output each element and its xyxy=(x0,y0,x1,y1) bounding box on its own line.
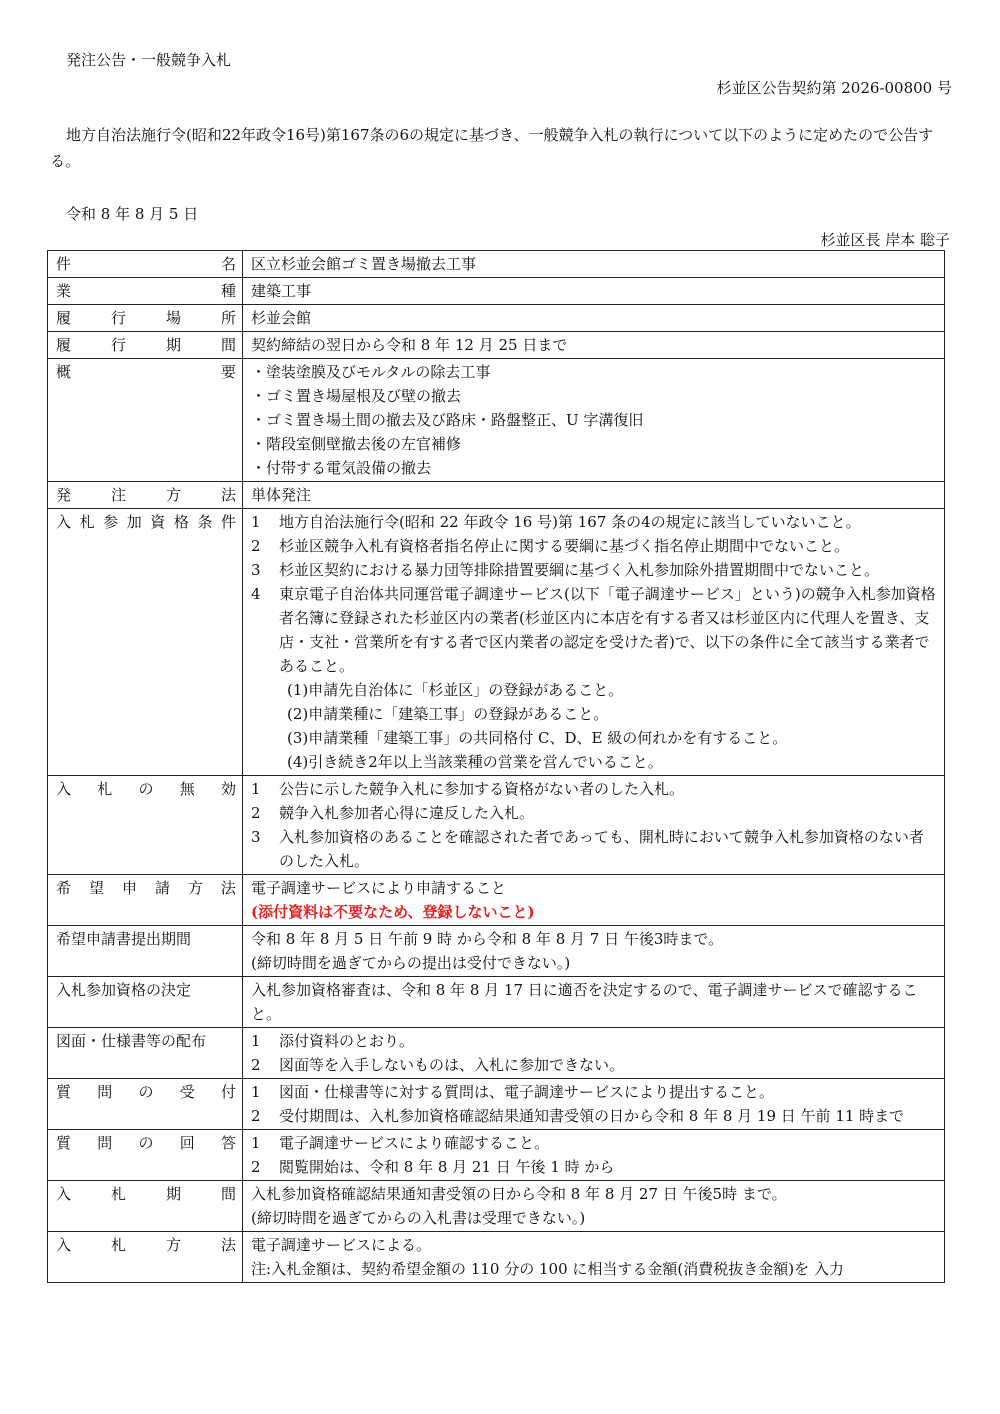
label-char: 入 xyxy=(56,513,72,531)
label-char: 法 xyxy=(220,486,236,504)
label-char: 所 xyxy=(220,309,236,327)
row-label-text xyxy=(56,777,236,801)
numbered-item xyxy=(251,777,938,801)
row-label xyxy=(48,1232,243,1283)
item-number: 2 xyxy=(251,1056,261,1074)
row-label-text xyxy=(56,1233,236,1257)
label-char: 発 xyxy=(56,486,72,504)
table-row xyxy=(48,482,945,509)
issuer: 杉並区長 岸本 聡子 xyxy=(820,231,950,249)
row-value xyxy=(243,251,945,278)
label-char: 受 xyxy=(179,1083,195,1101)
label-char: 行 xyxy=(110,309,126,327)
label-char: 問 xyxy=(97,1134,113,1152)
label-char: 札 xyxy=(97,780,113,798)
sub-item: (4)引き続き2年以上当該業種の営業を営んでいること。 xyxy=(287,753,663,771)
label-char: 法 xyxy=(220,1236,236,1254)
row-value-text: 杉並会館 xyxy=(251,309,312,327)
label-char: 行 xyxy=(110,336,126,354)
label-char: 請 xyxy=(154,879,170,897)
label-char: 参 xyxy=(103,513,119,531)
label-char: 方 xyxy=(187,879,203,897)
label-char: の xyxy=(138,1083,154,1101)
row-label-text xyxy=(56,510,236,534)
row-value xyxy=(243,509,945,776)
label-char: 場 xyxy=(165,309,181,327)
row-value xyxy=(243,359,945,482)
item-number: 2 xyxy=(251,537,261,555)
row-label xyxy=(48,977,243,1028)
row-value xyxy=(243,1130,945,1181)
label-char: 格 xyxy=(173,513,189,531)
item-text: 杉並区競争入札有資格者指名停止に関する要綱に基づく指名停止期間中でないこと。 xyxy=(279,537,850,555)
bullet-item: ・付帯する電気設備の撤去 xyxy=(251,459,432,477)
row-label xyxy=(48,875,243,926)
label-char: 質 xyxy=(56,1083,72,1101)
label-char: 間 xyxy=(220,1185,236,1203)
numbered-item xyxy=(251,1053,938,1077)
item-text: 図面・仕様書等に対する質問は、電子調達サービスにより提出すること。 xyxy=(279,1083,775,1101)
label-char: 問 xyxy=(97,1083,113,1101)
row-label-text xyxy=(56,360,236,384)
item-text: 杉並区契約における暴力団等排除措置要綱に基づく入札参加除外措置期間中でないこと。 xyxy=(279,561,880,579)
label-char: 希 xyxy=(56,879,72,897)
bullet-item: ・階段室側壁撤去後の左官補修 xyxy=(251,435,462,453)
item-text: 閲覧開始は、令和 8 年 8 月 21 日 午後 1 時 から xyxy=(279,1158,615,1176)
label-char: 法 xyxy=(220,879,236,897)
item-text: 競争入札参加者心得に違反した入札。 xyxy=(279,804,535,822)
row-value xyxy=(243,1028,945,1079)
label-char: 札 xyxy=(110,1185,126,1203)
table-row xyxy=(48,359,945,482)
item-text: 東京電子自治体共同運営電子調達サービス(以下「電子調達サービス」という)の競争入札参加資格者名簿に登録された杉並区内の業者(杉並区内に本店を有する者又は杉並区内に代理人を置き、支店・支社・営業所を有する者で区内業者の認定を受けた者)で、以下の条件に全て該当する業者であること。 xyxy=(279,585,936,675)
row-value xyxy=(243,482,945,509)
item-number: 2 xyxy=(251,804,261,822)
table-row xyxy=(48,305,945,332)
row-label-text: 入札参加資格の決定 xyxy=(56,981,192,999)
row-label xyxy=(48,305,243,332)
row-value xyxy=(243,875,945,926)
item-number: 1 xyxy=(251,780,261,798)
label-char: の xyxy=(138,1134,154,1152)
numbered-item xyxy=(251,1029,938,1053)
row-label xyxy=(48,359,243,482)
label-char: 履 xyxy=(56,309,72,327)
item-text: 電子調達サービスにより確認すること。 xyxy=(279,1134,550,1152)
label-char: 種 xyxy=(220,282,236,300)
row-value xyxy=(243,926,945,977)
notice-table xyxy=(47,250,945,1283)
bullet-item: ・塗装塗膜及びモルタルの除去工事 xyxy=(251,363,491,381)
label-char: 札 xyxy=(110,1236,126,1254)
label-char: 履 xyxy=(56,336,72,354)
label-char: 条 xyxy=(197,513,213,531)
label-char: 付 xyxy=(220,1083,236,1101)
numbered-item xyxy=(251,801,938,825)
sub-item: (3)申請業種「建築工事」の共同格付 C、D、E 級の何れかを有すること。 xyxy=(287,729,788,747)
numbered-item xyxy=(251,1104,938,1128)
row-label-text xyxy=(56,876,236,900)
item-text: 添付資料のとおり。 xyxy=(279,1032,415,1050)
row-label-text xyxy=(56,1080,236,1104)
table-row xyxy=(48,926,945,977)
item-number: 1 xyxy=(251,1134,261,1152)
numbered-item xyxy=(251,510,938,534)
label-char: 入 xyxy=(56,1185,72,1203)
row-label-text xyxy=(56,1182,236,1206)
table-row xyxy=(48,1130,945,1181)
label-char: の xyxy=(138,780,154,798)
item-number: 1 xyxy=(251,513,261,531)
row-label xyxy=(48,1181,243,1232)
value-line: 電子調達サービスにより申請すること xyxy=(251,879,507,897)
row-label-text xyxy=(56,333,236,357)
label-char: 期 xyxy=(165,1185,181,1203)
table-row xyxy=(48,1079,945,1130)
label-char: 方 xyxy=(165,486,181,504)
row-value xyxy=(243,977,945,1028)
label-char: 申 xyxy=(121,879,137,897)
row-label xyxy=(48,278,243,305)
item-number: 1 xyxy=(251,1083,261,1101)
row-value xyxy=(243,305,945,332)
label-char: 資 xyxy=(150,513,166,531)
label-char: 答 xyxy=(220,1134,236,1152)
table-row xyxy=(48,1028,945,1079)
row-label-text xyxy=(56,1131,236,1155)
notice-number: 杉並区公告契約第 2026-00800 号 xyxy=(716,79,952,97)
value-line: 注:入札金額は、契約希望金額の 110 分の 100 に相当する金額(消費税抜き金額)を 入力 xyxy=(251,1260,844,1278)
row-label xyxy=(48,1079,243,1130)
value-line: 令和 8 年 8 月 5 日 午前 9 時 から令和 8 年 8 月 7 日 午後3時まで。 xyxy=(251,930,724,948)
row-label xyxy=(48,482,243,509)
table-row xyxy=(48,509,945,776)
label-char: 概 xyxy=(56,363,72,381)
label-char: 望 xyxy=(88,879,104,897)
item-text: 地方自治法施行令(昭和 22 年政令 16 号)第 167 条の4の規定に該当していないこと。 xyxy=(279,513,861,531)
table-row xyxy=(48,776,945,875)
table-row xyxy=(48,1232,945,1283)
table-row xyxy=(48,1181,945,1232)
item-text: 入札参加資格のあることを確認された者であっても、開札時において競争入札参加資格のない者のした入札。 xyxy=(279,828,924,870)
emphasis-note: (添付資料は不要なため、登録しないこと) xyxy=(251,903,535,921)
notice-date: 令和 8 年 8 月 5 日 xyxy=(66,205,199,223)
table-row xyxy=(48,251,945,278)
numbered-item xyxy=(251,1155,938,1179)
item-number: 1 xyxy=(251,1032,261,1050)
item-number: 3 xyxy=(251,561,261,579)
sub-item: (2)申請業種に「建築工事」の登録があること。 xyxy=(287,705,609,723)
row-label xyxy=(48,509,243,776)
notice-heading: 発注公告・一般競争入札 xyxy=(66,51,232,69)
label-char: 質 xyxy=(56,1134,72,1152)
row-value xyxy=(243,1079,945,1130)
row-value-text: 建築工事 xyxy=(251,282,312,300)
row-value xyxy=(243,1232,945,1283)
value-line: (締切時間を過ぎてからの提出は受付できない。) xyxy=(251,954,571,972)
numbered-item xyxy=(251,534,938,558)
row-value-text: 単体発注 xyxy=(251,486,312,504)
row-label-text xyxy=(56,252,236,276)
table-row xyxy=(48,875,945,926)
row-label-text xyxy=(56,483,236,507)
numbered-item xyxy=(251,582,938,678)
label-char: 札 xyxy=(79,513,95,531)
row-label xyxy=(48,251,243,278)
row-value xyxy=(243,278,945,305)
row-value-text: 契約締結の翌日から令和 8 年 12 月 25 日まで xyxy=(251,336,568,354)
label-char: 効 xyxy=(220,780,236,798)
bullet-item: ・ゴミ置き場土間の撤去及び路床・路盤整正、U 字溝復旧 xyxy=(251,411,644,429)
row-value-text: 区立杉並会館ゴミ置き場撤去工事 xyxy=(251,255,477,273)
label-char: 期 xyxy=(165,336,181,354)
numbered-item xyxy=(251,1080,938,1104)
item-number: 2 xyxy=(251,1158,261,1176)
item-number: 4 xyxy=(251,585,261,603)
table-row xyxy=(48,332,945,359)
label-char: 入 xyxy=(56,780,72,798)
label-char: 業 xyxy=(56,282,72,300)
item-text: 受付期間は、入札参加資格確認結果通知書受領の日から令和 8 年 8 月 19 日 午前 11 時まで xyxy=(279,1107,905,1125)
numbered-item xyxy=(251,825,938,873)
label-char: 件 xyxy=(56,255,72,273)
bullet-item: ・ゴミ置き場屋根及び壁の撤去 xyxy=(251,387,462,405)
item-text: 図面等を入手しないものは、入札に参加できない。 xyxy=(279,1056,625,1074)
label-char: 注 xyxy=(110,486,126,504)
row-label xyxy=(48,776,243,875)
intro-paragraph: 地方自治法施行令(昭和22年政令16号)第167条の6の規定に基づき、一般競争入札の執行について以下のように定めたので公告する。 xyxy=(50,126,934,170)
row-label xyxy=(48,1130,243,1181)
table-row xyxy=(48,977,945,1028)
label-char: 方 xyxy=(165,1236,181,1254)
row-label xyxy=(48,926,243,977)
label-char: 間 xyxy=(220,336,236,354)
row-value xyxy=(243,332,945,359)
label-char: 名 xyxy=(220,255,236,273)
label-char: 加 xyxy=(126,513,142,531)
item-text: 公告に示した競争入札に参加する資格がない者のした入札。 xyxy=(279,780,685,798)
row-label-text xyxy=(56,279,236,303)
value-line: (締切時間を過ぎてからの入札書は受理できない。) xyxy=(251,1209,586,1227)
row-label xyxy=(48,1028,243,1079)
row-value xyxy=(243,776,945,875)
numbered-item xyxy=(251,558,938,582)
label-char: 件 xyxy=(220,513,236,531)
sub-item: (1)申請先自治体に「杉並区」の登録があること。 xyxy=(287,681,624,699)
item-number: 3 xyxy=(251,828,261,846)
row-label-text: 図面・仕様書等の配布 xyxy=(56,1032,207,1050)
item-number: 2 xyxy=(251,1107,261,1125)
label-char: 要 xyxy=(220,363,236,381)
row-label-text xyxy=(56,306,236,330)
row-value-text: 入札参加資格審査は、令和 8 年 8 月 17 日に適否を決定するので、電子調達サービスで確認すること。 xyxy=(251,981,918,1023)
row-label-text: 希望申請書提出期間 xyxy=(56,930,192,948)
label-char: 入 xyxy=(56,1236,72,1254)
value-line: 入札参加資格確認結果通知書受領の日から令和 8 年 8 月 27 日 午後5時 まで。 xyxy=(251,1185,787,1203)
label-char: 回 xyxy=(179,1134,195,1152)
row-label xyxy=(48,332,243,359)
row-value xyxy=(243,1181,945,1232)
label-char: 無 xyxy=(179,780,195,798)
table-row xyxy=(48,278,945,305)
numbered-item xyxy=(251,1131,938,1155)
value-line: 電子調達サービスによる。 xyxy=(251,1236,432,1254)
